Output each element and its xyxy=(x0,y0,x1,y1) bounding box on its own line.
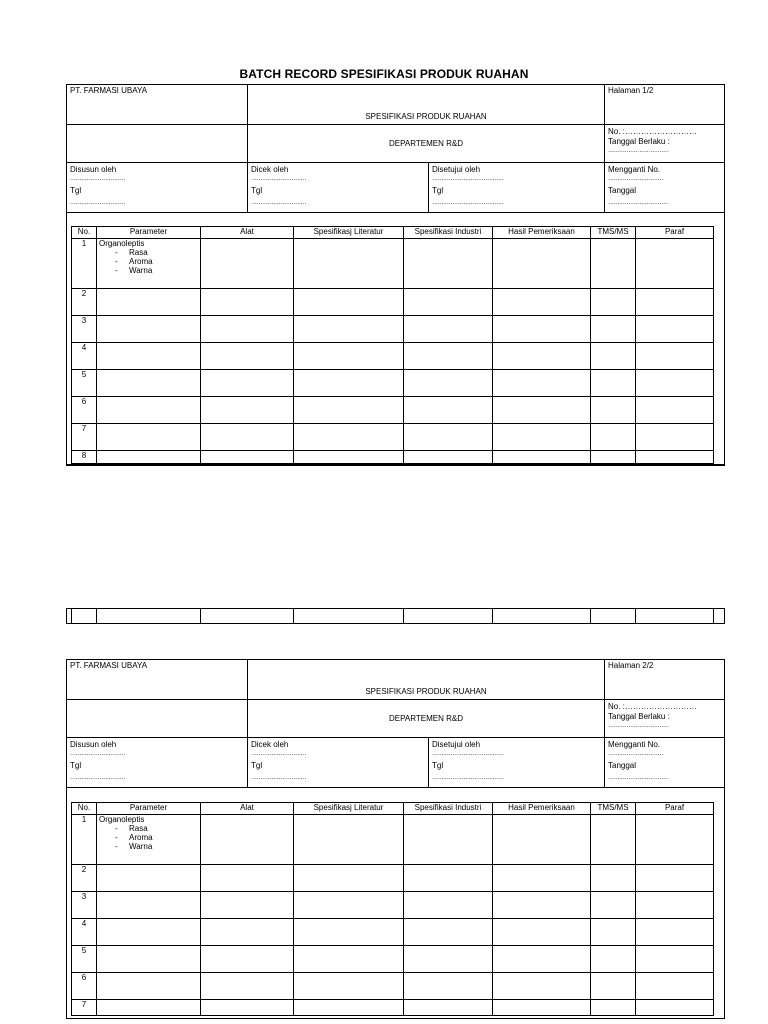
table-row xyxy=(72,343,714,370)
col-header-literatur: Spesifikasj Literatur xyxy=(294,803,404,815)
replaces-date-label: Tanggal xyxy=(608,186,637,195)
row-number: 8 xyxy=(72,451,97,464)
replaces-date-label: Tanggal xyxy=(608,761,637,770)
list-item: - Warna xyxy=(115,842,153,851)
table-row xyxy=(72,946,714,973)
table-row xyxy=(72,289,714,316)
row-number: 1 xyxy=(72,815,97,865)
checked-by-label: Dicek oleh xyxy=(251,740,289,749)
row-number: 1 xyxy=(72,239,97,289)
approved-date-label: Tgl xyxy=(432,761,444,770)
table-row xyxy=(72,424,714,451)
row-number: 3 xyxy=(72,316,97,343)
company-name: PT. FARMASI UBAYA xyxy=(70,86,148,95)
row-number: 4 xyxy=(72,919,97,946)
row-number: 3 xyxy=(72,892,97,919)
document-title: BATCH RECORD SPESIFIKASI PRODUK RUAHAN xyxy=(239,67,529,81)
row-number: 7 xyxy=(72,424,97,451)
replaces-cell xyxy=(605,163,724,213)
col-header-hasil: Hasil Pemeriksaan xyxy=(493,803,591,815)
table-row xyxy=(72,370,714,397)
col-header-tms: TMS/MS xyxy=(591,803,636,815)
table-row xyxy=(72,919,714,946)
page-number-cell xyxy=(605,85,724,125)
list-item: - Warna xyxy=(115,266,153,275)
company-cell xyxy=(67,660,248,700)
department-cell xyxy=(248,700,605,738)
table-row xyxy=(72,1000,714,1016)
checked-date-label: Tgl xyxy=(251,186,263,195)
spec-table-page2 xyxy=(71,802,714,1016)
prepared-date-label: Tgl xyxy=(70,186,82,195)
table-row xyxy=(72,892,714,919)
page1-bottom-rule xyxy=(66,464,725,466)
company-name: PT. FARMASI UBAYA xyxy=(70,661,148,670)
approved-date-dots: ………………………………… xyxy=(432,775,504,781)
prepared-by-label: Disusun oleh xyxy=(70,740,117,749)
row-number: 2 xyxy=(72,289,97,316)
continuation-table xyxy=(71,608,714,624)
checked-by-cell xyxy=(248,163,429,213)
replaces-label: Mengganti No. xyxy=(608,165,661,174)
col-header-paraf: Paraf xyxy=(636,803,714,815)
replaces-label: Mengganti No. xyxy=(608,740,661,749)
col-header-industri: Spesifikasi Industri xyxy=(404,227,493,239)
checked-by-label: Dicek oleh xyxy=(251,165,289,174)
doc-number-cell xyxy=(605,700,724,738)
col-header-tms: TMS/MS xyxy=(591,227,636,239)
parameter-cell xyxy=(97,239,201,289)
prepared-by-cell xyxy=(67,163,248,213)
col-header-literatur: Spesifikasj Literatur xyxy=(294,227,404,239)
col-header-hasil: Hasil Pemeriksaan xyxy=(493,227,591,239)
approved-by-dots: ………………………………… xyxy=(432,176,504,182)
doc-number-cell xyxy=(605,125,724,163)
prepared-date-label: Tgl xyxy=(70,761,82,770)
col-header-paraf: Paraf xyxy=(636,227,714,239)
checked-by-cell xyxy=(248,738,429,788)
table-row xyxy=(72,316,714,343)
checked-by-dots: ………………………… xyxy=(251,176,306,182)
row-number: 5 xyxy=(72,946,97,973)
checked-date-label: Tgl xyxy=(251,761,263,770)
replaces-dots: ………………………… xyxy=(608,176,663,182)
col-header-parameter: Parameter xyxy=(97,227,201,239)
approved-date-label: Tgl xyxy=(432,186,444,195)
approved-by-dots: ………………………………… xyxy=(432,751,504,757)
spec-title: SPESIFIKASI PRODUK RUAHAN xyxy=(365,112,487,121)
effective-date-label: Tanggal Berlaku : xyxy=(608,137,670,146)
table-row xyxy=(72,451,714,464)
row-number: 5 xyxy=(72,370,97,397)
department-cell xyxy=(248,125,605,163)
doc-number-label: No. :……………………… xyxy=(608,702,697,711)
prepared-by-label: Disusun oleh xyxy=(70,165,117,174)
parameter-name: Organoleptis xyxy=(99,239,145,248)
approved-by-cell xyxy=(429,163,605,213)
effective-date-dots: …………………………… xyxy=(608,723,669,729)
table-row xyxy=(72,973,714,1000)
table-row xyxy=(72,865,714,892)
checked-date-dots: ………………………… xyxy=(251,775,306,781)
replaces-date-dots: …………………………… xyxy=(608,775,669,781)
col-header-alat: Alat xyxy=(201,227,294,239)
blank-cell xyxy=(67,125,248,163)
list-item: - Rasa xyxy=(115,248,148,257)
spec-title-cell xyxy=(248,660,605,700)
list-item: - Aroma xyxy=(115,257,153,266)
col-header-no: No. xyxy=(72,227,97,239)
blank-cell xyxy=(67,700,248,738)
col-header-industri: Spesifikasi Industri xyxy=(404,803,493,815)
approved-by-label: Disetujui oleh xyxy=(432,740,481,749)
row-number: 2 xyxy=(72,865,97,892)
department: DEPARTEMEN R&D xyxy=(389,714,463,723)
table-row xyxy=(72,815,714,865)
company-cell xyxy=(67,85,248,125)
spec-title: SPESIFIKASI PRODUK RUAHAN xyxy=(365,687,487,696)
page-number: Halaman 2/2 xyxy=(608,661,654,670)
parameter-name: Organoleptis xyxy=(99,815,145,824)
doc-number-label: No. :……………………… xyxy=(608,127,697,136)
prepared-by-dots: ………………………… xyxy=(70,176,125,182)
spec-title-cell xyxy=(248,85,605,125)
row-number: 6 xyxy=(72,397,97,424)
col-header-alat: Alat xyxy=(201,803,294,815)
table-row xyxy=(72,397,714,424)
parameter-cell xyxy=(97,815,201,865)
table-row xyxy=(72,239,714,289)
checked-date-dots: ………………………… xyxy=(251,200,306,206)
page-number-cell xyxy=(605,660,724,700)
list-item: - Aroma xyxy=(115,833,153,842)
replaces-date-dots: …………………………… xyxy=(608,200,669,206)
prepared-by-dots: ………………………… xyxy=(70,751,125,757)
prepared-date-dots: ………………………… xyxy=(70,200,125,206)
approved-date-dots: ………………………………… xyxy=(432,200,504,206)
prepared-by-cell xyxy=(67,738,248,788)
row-number: 4 xyxy=(72,343,97,370)
prepared-date-dots: ………………………… xyxy=(70,775,125,781)
approved-by-cell xyxy=(429,738,605,788)
replaces-cell xyxy=(605,738,724,788)
list-item: - Rasa xyxy=(115,824,148,833)
col-header-no: No. xyxy=(72,803,97,815)
approved-by-label: Disetujui oleh xyxy=(432,165,481,174)
effective-date-dots: …………………………… xyxy=(608,148,669,154)
department: DEPARTEMEN R&D xyxy=(389,139,463,148)
spec-table-page1 xyxy=(71,226,714,464)
page-number: Halaman 1/2 xyxy=(608,86,654,95)
replaces-dots: ………………………… xyxy=(608,751,663,757)
effective-date-label: Tanggal Berlaku : xyxy=(608,712,670,721)
checked-by-dots: ………………………… xyxy=(251,751,306,757)
row-number: 6 xyxy=(72,973,97,1000)
col-header-parameter: Parameter xyxy=(97,803,201,815)
row-number: 7 xyxy=(72,1000,97,1016)
